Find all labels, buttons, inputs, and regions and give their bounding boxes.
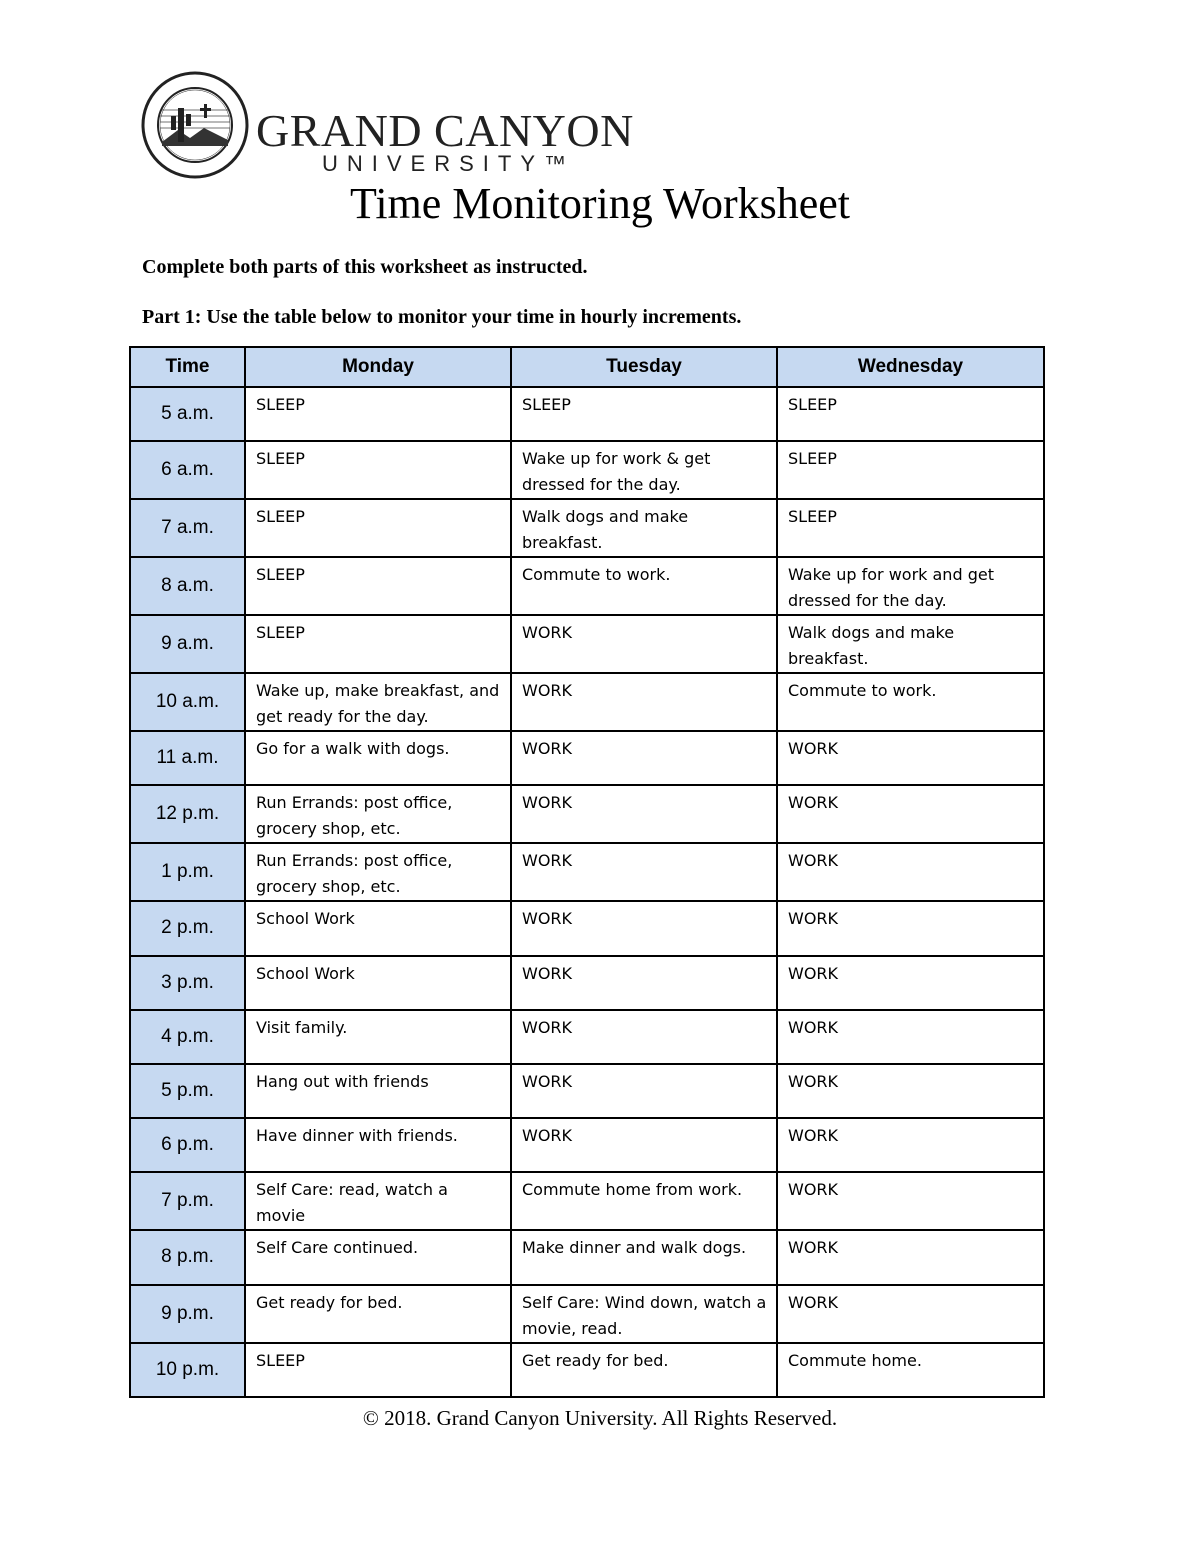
tuesday-cell: Commute home from work. bbox=[511, 1172, 777, 1230]
monday-cell: Go for a walk with dogs. bbox=[245, 731, 511, 785]
monday-cell: Run Errands: post office, grocery shop, etc. bbox=[245, 843, 511, 901]
header-tuesday: Tuesday bbox=[511, 347, 777, 387]
monday-cell: Get ready for bed. bbox=[245, 1285, 511, 1343]
table-row bbox=[130, 1118, 1044, 1172]
table-row bbox=[130, 731, 1044, 785]
monday-cell: Have dinner with friends. bbox=[245, 1118, 511, 1172]
tuesday-cell: WORK bbox=[511, 1118, 777, 1172]
tuesday-cell: SLEEP bbox=[511, 387, 777, 441]
table-row bbox=[130, 1010, 1044, 1064]
tuesday-cell: Walk dogs and make breakfast. bbox=[511, 499, 777, 557]
header-monday: Monday bbox=[245, 347, 511, 387]
copyright-footer: © 2018. Grand Canyon University. All Rights Reserved. bbox=[362, 1406, 838, 1430]
logo-wordmark-sub: UNIVERSITY™ bbox=[322, 151, 576, 176]
monday-cell: Hang out with friends bbox=[245, 1064, 511, 1118]
tuesday-cell: WORK bbox=[511, 731, 777, 785]
tuesday-cell: Commute to work. bbox=[511, 557, 777, 615]
table-row bbox=[130, 387, 1044, 441]
time-cell: 2 p.m. bbox=[130, 901, 245, 955]
table-row bbox=[130, 1343, 1044, 1397]
monday-cell: SLEEP bbox=[245, 499, 511, 557]
monday-cell: SLEEP bbox=[245, 441, 511, 499]
table-row bbox=[130, 673, 1044, 731]
monday-cell: SLEEP bbox=[245, 557, 511, 615]
table-row bbox=[130, 843, 1044, 901]
wednesday-cell: SLEEP bbox=[777, 387, 1044, 441]
time-cell: 11 a.m. bbox=[130, 731, 245, 785]
wednesday-cell: WORK bbox=[777, 1172, 1044, 1230]
tuesday-cell: Self Care: Wind down, watch a movie, read. bbox=[511, 1285, 777, 1343]
wednesday-cell: SLEEP bbox=[777, 499, 1044, 557]
tuesday-cell: WORK bbox=[511, 901, 777, 955]
monday-cell: School Work bbox=[245, 956, 511, 1010]
tuesday-cell: WORK bbox=[511, 843, 777, 901]
page-title: Time Monitoring Worksheet bbox=[349, 179, 851, 228]
tuesday-cell: WORK bbox=[511, 785, 777, 843]
wednesday-cell: WORK bbox=[777, 1230, 1044, 1284]
tuesday-cell: WORK bbox=[511, 956, 777, 1010]
wednesday-cell: WORK bbox=[777, 1285, 1044, 1343]
time-cell: 8 p.m. bbox=[130, 1230, 245, 1284]
tuesday-cell: Get ready for bed. bbox=[511, 1343, 777, 1397]
tuesday-cell: Wake up for work & get dressed for the day. bbox=[511, 441, 777, 499]
time-cell: 5 p.m. bbox=[130, 1064, 245, 1118]
tuesday-cell: Make dinner and walk dogs. bbox=[511, 1230, 777, 1284]
wednesday-cell: Walk dogs and make breakfast. bbox=[777, 615, 1044, 673]
wednesday-cell: WORK bbox=[777, 731, 1044, 785]
table-header-row bbox=[130, 347, 1044, 387]
logo-wordmark-main: GRAND CANYON bbox=[256, 105, 634, 156]
monday-cell: Wake up, make breakfast, and get ready for the day. bbox=[245, 673, 511, 731]
time-monitoring-table bbox=[129, 346, 1045, 1398]
time-cell: 7 p.m. bbox=[130, 1172, 245, 1230]
table-row bbox=[130, 956, 1044, 1010]
wednesday-cell: WORK bbox=[777, 1118, 1044, 1172]
tuesday-cell: WORK bbox=[511, 615, 777, 673]
instruction-complete: Complete both parts of this worksheet as instructed. bbox=[142, 256, 588, 278]
time-cell: 10 p.m. bbox=[130, 1343, 245, 1397]
table-row bbox=[130, 1172, 1044, 1230]
time-cell: 5 a.m. bbox=[130, 387, 245, 441]
monday-cell: SLEEP bbox=[245, 387, 511, 441]
time-cell: 3 p.m. bbox=[130, 956, 245, 1010]
table-row bbox=[130, 785, 1044, 843]
time-cell: 9 p.m. bbox=[130, 1285, 245, 1343]
gcu-logo bbox=[140, 70, 634, 180]
table-row bbox=[130, 1230, 1044, 1284]
wednesday-cell: WORK bbox=[777, 785, 1044, 843]
tuesday-cell: WORK bbox=[511, 1064, 777, 1118]
table-row bbox=[130, 615, 1044, 673]
monday-cell: Self Care continued. bbox=[245, 1230, 511, 1284]
wednesday-cell: WORK bbox=[777, 901, 1044, 955]
wednesday-cell: Wake up for work and get dressed for the day. bbox=[777, 557, 1044, 615]
header-time: Time bbox=[130, 347, 245, 387]
time-cell: 8 a.m. bbox=[130, 557, 245, 615]
instruction-part1: Part 1: Use the table below to monitor your time in hourly increments. bbox=[142, 306, 742, 328]
time-cell: 6 p.m. bbox=[130, 1118, 245, 1172]
header-wednesday: Wednesday bbox=[777, 347, 1044, 387]
table-row bbox=[130, 1285, 1044, 1343]
wednesday-cell: WORK bbox=[777, 1010, 1044, 1064]
wednesday-cell: WORK bbox=[777, 956, 1044, 1010]
monday-cell: SLEEP bbox=[245, 1343, 511, 1397]
time-cell: 4 p.m. bbox=[130, 1010, 245, 1064]
monday-cell: Self Care: read, watch a movie bbox=[245, 1172, 511, 1230]
tuesday-cell: WORK bbox=[511, 673, 777, 731]
university-seal-icon bbox=[140, 70, 250, 180]
time-cell: 1 p.m. bbox=[130, 843, 245, 901]
table-row bbox=[130, 441, 1044, 499]
wednesday-cell: SLEEP bbox=[777, 441, 1044, 499]
time-cell: 7 a.m. bbox=[130, 499, 245, 557]
table-row bbox=[130, 557, 1044, 615]
monday-cell: Visit family. bbox=[245, 1010, 511, 1064]
table-row bbox=[130, 499, 1044, 557]
wednesday-cell: Commute home. bbox=[777, 1343, 1044, 1397]
wednesday-cell: WORK bbox=[777, 843, 1044, 901]
table-row bbox=[130, 1064, 1044, 1118]
wednesday-cell: Commute to work. bbox=[777, 673, 1044, 731]
time-cell: 6 a.m. bbox=[130, 441, 245, 499]
tuesday-cell: WORK bbox=[511, 1010, 777, 1064]
time-cell: 10 a.m. bbox=[130, 673, 245, 731]
time-cell: 9 a.m. bbox=[130, 615, 245, 673]
monday-cell: School Work bbox=[245, 901, 511, 955]
wednesday-cell: WORK bbox=[777, 1064, 1044, 1118]
monday-cell: Run Errands: post office, grocery shop, etc. bbox=[245, 785, 511, 843]
monday-cell: SLEEP bbox=[245, 615, 511, 673]
table-row bbox=[130, 901, 1044, 955]
time-cell: 12 p.m. bbox=[130, 785, 245, 843]
